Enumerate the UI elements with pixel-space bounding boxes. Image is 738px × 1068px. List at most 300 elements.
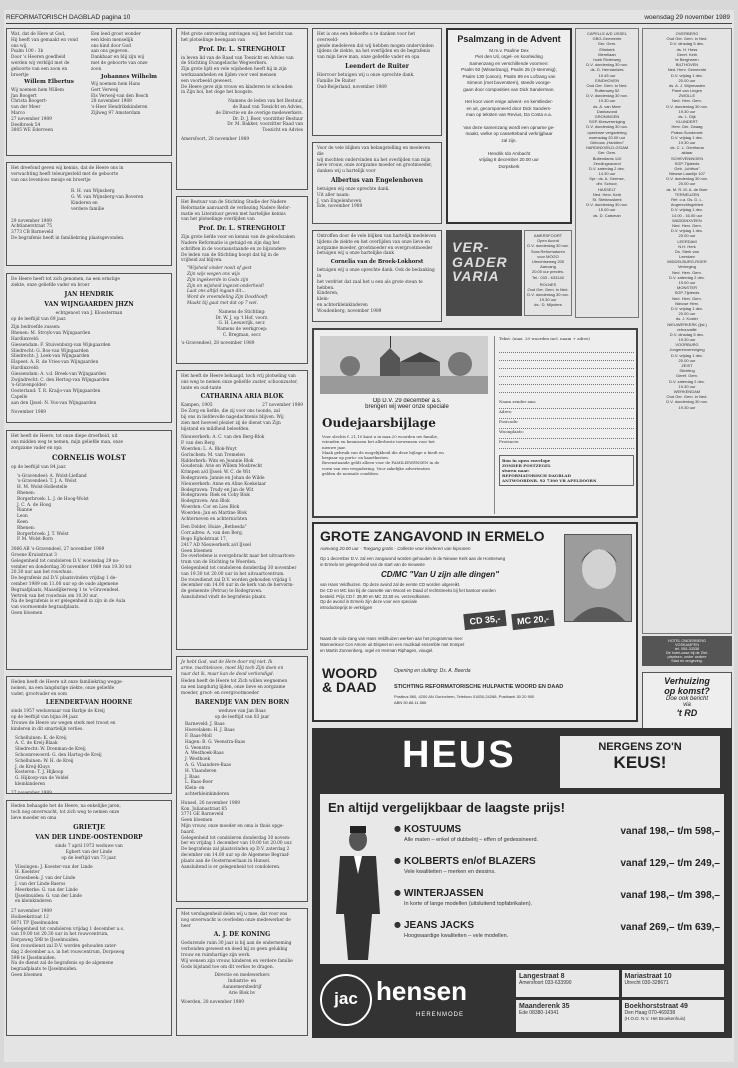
- field-postcode[interactable]: Postcode:: [499, 419, 634, 429]
- thanks-van-engelenhoven: [312, 142, 442, 224]
- zangavond-text-2: [320, 582, 560, 611]
- text-line: Na de dienst zal de begrafenis op de algemene: [11, 961, 114, 967]
- text-line: met de geboorte van onze: [91, 60, 148, 66]
- text-line: Bodegraven: Jannie en Johan de Wilde: [181, 476, 265, 482]
- text-line: kinderen in dit smartelijk verlies.: [11, 726, 84, 732]
- text-line: 28 november 1989: [91, 99, 132, 105]
- obit-name: JAN HENDRIK: [64, 290, 114, 298]
- text-line: HARDINXVELD-G'DAM: [585, 145, 629, 151]
- text-line: D.V. donderdag 30 nov.: [586, 93, 628, 99]
- birth-willem-intro: [11, 32, 87, 78]
- text-line: ZONDER POSTZEGEL: [502, 463, 551, 468]
- obit-intro: [11, 804, 167, 821]
- text-line: SCHEVENINGEN: [670, 155, 703, 161]
- church-icon: [320, 336, 488, 394]
- suit-man-icon: [328, 824, 388, 960]
- text-line: Aansluitend is er gelegenheid tot condoleren.: [181, 864, 281, 870]
- text-line: Het heeft de Heere, tot onze diepe droefheid, uit: [11, 434, 118, 439]
- text-line: Mannenkoor Con Amore uit Elspeet en een muzikaal ensemble met trompet: [320, 642, 465, 648]
- text-line: Op de avond in Ermelo zijn deze voor een speciale: [320, 599, 417, 605]
- text-line: het plotselinge heengaan van: [181, 37, 246, 43]
- text-line: 3805 WE Ederveen: [11, 128, 53, 134]
- text-line: ZEIST: [681, 363, 693, 368]
- text-line: Bodegraven: Ann Blok: [181, 499, 230, 505]
- text-line: D.V. vrijdag 1 dec.: [670, 134, 704, 140]
- birth-willem-name: Willem Elbertus: [24, 79, 74, 86]
- text-line: ons midden weg te nemen, mijn geliefde man, onze: [11, 439, 123, 445]
- text-line: GRONINGEN: [594, 114, 620, 119]
- store-utrecht: [622, 970, 725, 997]
- text-line: gelden de normale condities.: [322, 470, 380, 476]
- psalmzang-body: [452, 48, 566, 170]
- text-line: schriften in de vooraanstaande en zo bijzondere: [181, 246, 286, 252]
- verhuizing-line-3: Doe ook bericht: [665, 696, 709, 702]
- text-line: Het heeft de Heere behaagd, toch vrij plotseling van: [181, 374, 296, 379]
- text-line: na een langdurig lijden, onze lieve en zorgzame: [181, 685, 286, 691]
- obit-date: 27 november 1989: [11, 790, 52, 794]
- text-line: VOORBURG: [675, 342, 699, 348]
- text-line: Een leed groot wonder: [91, 32, 141, 37]
- text-line: Psalm 130 (canon), Psalm 89 en Lofzang van: [462, 73, 556, 79]
- birth-johannes-details: [91, 82, 167, 117]
- obit-name: GRIETJE: [73, 823, 105, 832]
- text-line: van Hans Veldhuizen. Op deze avond zal de eerste CD worden uitgereikt.: [320, 582, 461, 587]
- text-line: Zijn wijs wegen ons wijs: [187, 272, 240, 278]
- logo-hensen: hensen: [376, 976, 468, 1006]
- text-line: betuigen wij onze oprechte dank.: [317, 187, 390, 193]
- text-line: kleinkinderen: [15, 782, 46, 788]
- text-line: ds. A. van Meer: [593, 103, 621, 109]
- text-line: Leon: [17, 514, 28, 520]
- text-line: Ned. Herv. Gem.: [672, 295, 702, 301]
- store-name: Maanderenk 35: [519, 1003, 570, 1010]
- text-line: 19.30 uur: [678, 139, 696, 145]
- text-line: tijdens de ziekte en het overlijden van onze lieve en: [317, 239, 430, 245]
- text-line: 19.30 uur: [678, 383, 696, 389]
- text-line: Psalm 92 (Wisselzang), Psalm 25 (4-stemmig),: [461, 67, 557, 73]
- form-line[interactable]: [499, 385, 634, 393]
- text-line: VARIA: [452, 268, 500, 285]
- text-line: 19.30 uur: [678, 108, 696, 114]
- oudejaar-text: [322, 434, 488, 476]
- text-line: en Martin Zonnenberg, orgel en Herman Riphagen, viougel.: [320, 648, 434, 654]
- text-line: lieve vrouw, onze zorgzame moeder en grootmoeder,: [317, 163, 433, 169]
- text-line: Woerden: Jan en Martine Blok: [181, 510, 247, 516]
- text-line: Gelegenheid tot condoleren vrijdag 1 december a.s.: [11, 926, 125, 932]
- text-line: EINDHOVEN: [595, 77, 619, 83]
- text-line: Hij heeft van gemaakt en vond: [11, 37, 78, 43]
- obit-signature: [181, 99, 303, 134]
- text-line: HOTEL ONDERBERG: [667, 639, 707, 643]
- obit-verse: [187, 266, 303, 307]
- text-line: & DAAD: [322, 679, 377, 695]
- text-line: 20.00 uur precies.: [531, 269, 565, 275]
- text-line: Egbert van der Linde: [65, 850, 113, 856]
- store-den-haag: [622, 1000, 725, 1032]
- text-line: Kesteren: T. J. Hijkoop: [15, 770, 64, 776]
- text-line: Oud Ger. Gem. in Ned.: [586, 82, 628, 88]
- obit-death: 27 november 1989: [262, 403, 303, 409]
- text-line: 19.45 uur: [598, 72, 616, 78]
- text-line: voor MOGO: [537, 253, 559, 259]
- text-line: klein-: [317, 297, 330, 303]
- text-line: Sliedrecht: W. Drenman-de Kreij: [15, 747, 86, 753]
- text-line: D.V. donderdag 30 nov.: [586, 202, 628, 208]
- text-line: ZWOLLE: [678, 93, 696, 99]
- form-line[interactable]: [499, 377, 634, 385]
- text-line: ons weg te nemen onze geliefde zuster, schoonzuster,: [181, 379, 298, 385]
- text-line: Voor de vele blijken van belangstelling en meeleven die: [317, 146, 431, 157]
- psalmzang-ad: [446, 28, 572, 224]
- text-line: 3066 AB 's-Gravendeel, 27 november 1989: [11, 547, 105, 553]
- stillborn-notice: [6, 162, 172, 266]
- text-line: Wat, dat de Here ut God,: [11, 32, 66, 37]
- zangavond-subtitle: Aanvang 20.00 uur - Toegang gratis - Collecte voor kinderen van kiprunen: [320, 546, 471, 551]
- text-line: ds. A. J. Wijnmaalen: [668, 82, 706, 88]
- store-name: Mariastraat 10: [624, 973, 672, 980]
- obit-name: BARENDJE VAN DEN BORN: [194, 698, 290, 706]
- text-line: Hendrik Ido Ambacht: [487, 150, 531, 156]
- text-line: Het is ons een behoefte u te danken voor het overweld-: [317, 32, 416, 43]
- text-line: SGP-Kiesvereniging: [588, 119, 626, 125]
- text-line: lieve moeder en oma: [11, 815, 57, 821]
- verhuizing-line-1: Verhuizing: [664, 676, 710, 686]
- text-line: op de leeftijd van bijna 84 jaar.: [11, 715, 79, 721]
- text-line: 19.00 uur: [678, 280, 696, 285]
- store-phone: Utrecht 030-328671: [624, 980, 669, 986]
- text-line: Vlissingen: J. Koester-van der Linde: [15, 864, 93, 870]
- text-line: D.V. vrijdag 1 dec.: [670, 228, 704, 234]
- text-line: Zijn grote lijdt en vele wijsheden heeft hij in zijn: [181, 67, 287, 73]
- text-line: man op teksten van Revius, Da Costa e.a.: [465, 112, 553, 118]
- text-line: 's-Gravendeel: T. J. A. Wolst: [17, 479, 77, 485]
- field-province[interactable]: Provincie:: [499, 439, 634, 449]
- text-line: 8071 TP IJsselmuiden: [11, 920, 59, 926]
- text-line: wij mochten ondervinden na het overlijden van mijn: [317, 157, 431, 163]
- text-line: sturen naar:: [502, 468, 530, 473]
- text-line: TERNEUZEN: [674, 191, 700, 197]
- text-line: aldaar: [681, 150, 693, 156]
- text-line: Hunsel, 26 november 1989: [181, 800, 241, 806]
- woord-en-daad-logo: [322, 666, 386, 708]
- text-line: verbonden geweest en deed hij zo geen gelukkig: [181, 947, 288, 953]
- text-line: L. Baas-Boer: [185, 780, 213, 786]
- form-header: Tekst: (max. 20 woorden incl. naam + adres): [499, 336, 591, 341]
- text-line: Maak gebruik van de mogelijkheid die deze bijlage u biedt en: [322, 449, 444, 455]
- text-line: vrijdag 8 december 20.00 uur: [479, 157, 539, 163]
- form-line[interactable]: [499, 361, 634, 369]
- text-line: G. Veenstra: [185, 745, 211, 751]
- birth-announcements: [6, 28, 172, 156]
- text-line: Zijn bedroefde zussen:: [11, 325, 61, 331]
- thanks-text: [317, 234, 437, 257]
- text-line: Hardinxveld:: [11, 336, 40, 342]
- product-price: vanaf 269,– t/m 639,–: [620, 922, 720, 933]
- text-line: N.H. Herk: [678, 243, 696, 249]
- text-line: WOORD: [322, 666, 378, 681]
- meeting-column-2: [642, 28, 732, 634]
- text-line: Van deze samenzang wordt een opname ge-: [463, 125, 555, 131]
- obit-intro: [181, 374, 303, 391]
- text-line: Gelegenheid tot condoleren D.V. woensdag 29 no-: [11, 558, 120, 564]
- text-line: Heden heeft de Heere uit onze familiekring wegge-: [11, 680, 123, 685]
- text-line: D.V. donderdag 30 nov.: [527, 243, 569, 249]
- text-line: De begrafenis zal D.V. plaatsvinden vrijdag 1 de-: [11, 576, 117, 582]
- text-line: Simeon (met bovenstem), steeds voorge-: [466, 80, 552, 86]
- birth-johannes: [91, 32, 167, 134]
- obituary-strengholt-1: [176, 28, 308, 190]
- text-line: VOSKAMPEN: [674, 643, 700, 647]
- text-line: Open Avond: [537, 238, 559, 244]
- text-line: een voorbeeld geweest.: [181, 78, 233, 84]
- text-line: Ref. o.a. Ds. D. L.: [671, 197, 703, 202]
- meeting-amersfoort: [524, 230, 572, 316]
- text-line: Giessendam: A. v.d. Breek-van Wijngaarden: [11, 371, 107, 377]
- text-line: cember 1989 om 11.00 uur op de oude algemene: [11, 581, 119, 587]
- text-line: J. C. A. de Hoog: [17, 502, 52, 508]
- product-row: [394, 824, 720, 856]
- thanks-name: Albertus van Engelenhoven: [331, 176, 423, 184]
- text-line: Geb. „Ichthus": [674, 165, 700, 171]
- page-header-right: woensdag 29 november 1989: [644, 14, 730, 21]
- text-line: Ontroffen door de vele blijken van hartelijk medeleven: [317, 234, 437, 239]
- text-line: 20.00 uur: [678, 181, 696, 187]
- text-line: MIDDELBURG-ROER: [667, 259, 707, 265]
- text-line: CAPELLE A/D IJSSEL: [586, 31, 628, 36]
- text-line: Herv. Ger. Zwaag: [671, 124, 703, 130]
- text-line: SGP-Tijdeeds: [674, 290, 700, 296]
- text-line: Leerdam: [679, 254, 695, 260]
- text-line: 20.00 uur: [678, 77, 696, 83]
- text-line: hoek Rivierweg: [593, 56, 621, 62]
- text-line: De rouwdienst zal D.V. worden gehouden vrijdag 1: [181, 577, 292, 583]
- text-line: Namens de leden van het Bestuur,: [228, 99, 303, 105]
- field-name[interactable]: Naam zender aan:: [499, 399, 634, 409]
- text-line: Barneveld: J. Baas: [185, 722, 225, 728]
- text-line: Namens de Stichting:: [218, 309, 266, 315]
- store-note: (H.O.D. N.V. Het Broekenhuis): [624, 1016, 686, 1021]
- birth-johannes-name: Johannes Wilhelm: [100, 73, 157, 80]
- store-amersfoort: [516, 970, 619, 997]
- text-line: Ede, november 1989: [317, 204, 363, 210]
- text-line: tante en oud-tante: [181, 385, 222, 391]
- text-line: Dr. D. J. Boer, voorzitter Bestuur: [232, 116, 303, 122]
- text-line: A. C. de Kreij-Blaak: [15, 741, 58, 747]
- zangavond-title: GROTE ZANGAVOND IN ERMELO: [320, 528, 545, 544]
- text-line: trum van de Stichting te Woerden.: [181, 560, 257, 566]
- text-line: Oosterland: T. R. Kraijo-van Wijngaarden: [11, 389, 101, 395]
- text-line: Samenzang en verschillende voormen:: [469, 60, 549, 66]
- product-name: KOSTUUMS: [404, 824, 462, 835]
- text-line: Groesbeek: J. van der Linde: [15, 876, 76, 882]
- text-line: Corr.adres: A. van den Berg,: [181, 531, 244, 537]
- text-line: D.V. donderdag 30 nov.: [586, 124, 628, 130]
- text-line: een klein menselijk: [91, 37, 134, 43]
- text-line: NIEUWERKERK (Ijsl.): [667, 321, 707, 327]
- thanks-name: Leendert de Ruiter: [345, 62, 409, 70]
- store-phone: Den Haag 070-469238: [624, 1010, 676, 1016]
- text-line: VER-: [452, 239, 490, 255]
- text-line: Ger. Gem.: [597, 41, 617, 47]
- thanks-van-de-broek: [312, 230, 442, 322]
- cd-title: CD/MC "Van U zijn alle dingen": [381, 570, 499, 579]
- bullet-icon: ●: [394, 888, 401, 897]
- text-line: Geref. Gem.: [675, 373, 698, 379]
- text-line: Ned. Herv. Gem.: [672, 98, 702, 104]
- text-line: danken wij u hartelijk voor: [317, 169, 376, 175]
- text-line: zien met hoeveel plezier zij de dienst van Zijn: [181, 420, 281, 426]
- zangavond-ad: [312, 522, 638, 722]
- store-addresses: [516, 970, 724, 1032]
- text-line: arme, machtelozee, moet Hij toch Zijn doen en: [181, 665, 284, 671]
- text-line: 's-Gravendeel: A. Wolst-Liefland: [17, 473, 87, 479]
- text-line: D.V. donderdag 30 nov.: [527, 292, 569, 298]
- text-line: ds. H. Hess: [676, 46, 698, 52]
- text-line: De CD en MC kan bij de cassette van Woord en Daad of rechtstreeks bij het kantoor worden: [320, 587, 496, 593]
- text-line: geboorte van een zoon en: [11, 66, 68, 72]
- text-line: D.V. donderdag 30 nov.: [666, 399, 708, 405]
- store-phone: Ede 08380-14341: [519, 1010, 559, 1016]
- text-line: D.V. dinsdag 5 dec.: [669, 331, 705, 337]
- text-line: bij ons in liefdevolle nagedachtenis blijven. Wij: [181, 415, 284, 421]
- text-line: Heden heeft de Heere tot Zich willen wegnemen: [181, 679, 288, 685]
- text-line: Gelegenheid tot condoleren donderdag 30 november: [181, 566, 297, 571]
- text-line: Gouderak: Arie en Willem Mosbrecht: [181, 464, 263, 470]
- form-fields: [499, 399, 634, 449]
- text-line: Wij noemen hem Willem: [11, 87, 64, 93]
- obituary-van-den-born: [176, 656, 308, 902]
- text-line: en uit, gecomponeerd door Dick Sanders-: [466, 105, 552, 111]
- text-line: 20.00 uur: [678, 233, 696, 239]
- text-line: te Bergharen: [675, 56, 699, 62]
- text-line: ziekte, onze geliefde vader en broer: [11, 282, 90, 288]
- product-row: [394, 888, 720, 920]
- text-line: nieuwe jaar.: [322, 444, 346, 450]
- text-line: Sora Reformatoren: [530, 248, 565, 254]
- text-line: 15.00 uur: [598, 207, 616, 213]
- text-line: 19.30 uur: [678, 337, 696, 343]
- text-line: Christa Boogert-: [11, 99, 48, 105]
- text-line: Naast de solo-zang van Hans Veldhuizen werken aan het programma mee:: [320, 636, 464, 641]
- text-line: Ds. Sterk van: [674, 248, 699, 254]
- obit-name-line2: VAN WIJNGAARDEN JHZN: [44, 300, 134, 308]
- obituary-strengholt-2: [176, 196, 308, 364]
- obit-intro: [11, 434, 167, 451]
- obit-text: [181, 56, 303, 97]
- text-line: sinds 7 april 1973 weduwe van: [55, 844, 123, 850]
- model-illustration: [328, 824, 388, 960]
- text-line: D.V. vrijdag 1 dec.: [670, 72, 704, 78]
- obit-text: [181, 679, 303, 696]
- form-line[interactable]: [499, 345, 634, 353]
- text-line: Op 1 december D.V. zal een zangavond worden gehouden in de Nieuwe Kerk aan de Horsterweg: [320, 556, 506, 561]
- text-line: D.V. vrijdag 1 dec.: [670, 305, 704, 311]
- text-line: Zijn en wijsheid ingezet-onderheid!: [187, 283, 265, 289]
- text-line: Dankbaar en blij zijn wij: [91, 55, 145, 61]
- zangavond-text: [320, 556, 560, 568]
- text-line: Aansluitend vindt de begrafenis plaats.: [181, 594, 267, 600]
- text-line: De leden van de Stichting hoopt dat hij in de: [181, 252, 279, 258]
- text-line: Elimkerk: [599, 46, 615, 52]
- verhuizing-ad: [642, 672, 732, 732]
- text-line: Begraafplaats, Maasdijkerweg 1 te 's-Gravendeel.: [11, 587, 120, 593]
- text-line: 14.30 uur: [598, 171, 616, 177]
- text-line: Mijn vrouw, onze moeder en oma is thuis opge-: [181, 824, 284, 830]
- obit-details: [11, 547, 167, 617]
- field-address[interactable]: Adres:: [499, 409, 634, 419]
- zangavond-organizer: Opening en sluiting: Ds. A. Beerda: [394, 668, 471, 674]
- heus-content: [320, 794, 724, 964]
- text-line: Op D.V. 29 december a.s.: [372, 398, 442, 404]
- text-line: Achtlanerstraat 75: [11, 224, 52, 230]
- text-line: Geen bloemen: [11, 610, 43, 616]
- text-line: J. van Engelenhoven: [317, 198, 362, 204]
- stillborn-text: [11, 166, 167, 183]
- text-line: vorm van een vergadering. Voor zakelijke advertenties: [322, 465, 430, 471]
- text-line: Uit aller naam:: [317, 192, 350, 198]
- text-line: plaatsen, onder andere: [667, 655, 707, 659]
- text-line: van voornoemde begraafplaats.: [11, 605, 80, 611]
- text-line: Trouwe de Heere uw wegen sterk met troost en: [11, 721, 116, 727]
- obituary-van-der-linde: [6, 800, 172, 1036]
- text-line: Oud Ger. Gem. in Ned.: [666, 394, 708, 400]
- form-line[interactable]: [499, 369, 634, 377]
- product-price: vanaf 129,– t/m 249,–: [620, 858, 720, 869]
- obit-name: CATHARINA ARIA BLOK: [200, 393, 284, 401]
- text-line: nomen, na een langdurige ziekte, onze geliefde: [11, 685, 115, 691]
- text-line: D.V. vrijdag 1 dec.: [670, 207, 704, 213]
- text-line: Giessendam: F. Stuivenburg-van Wijngaarden: [11, 342, 111, 348]
- heus-title: HEUS: [402, 734, 516, 776]
- text-line: St. Stefanuskerk: [592, 197, 622, 202]
- form-line[interactable]: [499, 353, 634, 361]
- text-line: D.V. zaterdag 2 dec.: [588, 165, 626, 171]
- text-line: Rhenen:: [17, 525, 36, 531]
- text-line: de Directie en de overige medewerkers.: [215, 110, 303, 116]
- text-line: C. Bregman, secr.: [222, 333, 262, 339]
- text-line: moeder, groot- en overgrootmoeder: [181, 690, 259, 696]
- text-line: G. W. van Wijnsberg-van Boveren: [71, 195, 144, 201]
- text-line: G. Hijkoop-van de Veldel: [15, 776, 69, 782]
- text-line: 59B te IJsselmuiden.: [11, 955, 57, 961]
- text-line: 19.30 uur: [678, 404, 696, 410]
- text-line: D.V. dinsdag 5 dec.: [669, 41, 705, 47]
- oudejaar-title: Oudejaarsbijlage: [322, 416, 436, 430]
- obit-details: [11, 909, 167, 979]
- text-line: Schelluinen: K. de Kreij: [15, 735, 67, 741]
- field-city[interactable]: Woonplaats:: [499, 429, 634, 439]
- text-line: A. G. Vlaandere-Baas: [185, 763, 232, 769]
- text-line: Schelluinen: W. H. de Kreij: [15, 758, 74, 764]
- text-line: 27 november 1989: [11, 909, 52, 915]
- text-line: "Wijsheid vinder nooit of gest: [187, 266, 252, 272]
- text-line: De Heere geve zijn vrouw en kinderen te schouden: [181, 84, 293, 90]
- text-line: Nieuwerkerk: Anne en Aline Koekelaar: [181, 481, 267, 487]
- text-line: zal zijn.: [501, 137, 517, 143]
- store-ede: [516, 1000, 619, 1032]
- text-line: sinds 1957 weduwnaar van Barbje de Kreij: [11, 709, 105, 715]
- text-line: Hoevelaken: H. J. Baas: [185, 728, 235, 734]
- text-line: Dorpskerk: [498, 163, 520, 169]
- text-line: bespaar op porto- en kaartkosten.: [322, 455, 390, 461]
- text-line: Voor slechts f. 21,10 kunt u in max.20 woorden uw familie,: [322, 434, 439, 439]
- text-line: D.V. donderdag 30 nov.: [586, 62, 628, 68]
- text-line: GADER: [452, 253, 508, 270]
- text-line: Kinderen,: [317, 291, 339, 297]
- obit-relatives: [181, 435, 303, 522]
- text-line: J. Westhoek: [185, 757, 211, 763]
- text-line: Gert Verweij: [91, 87, 119, 93]
